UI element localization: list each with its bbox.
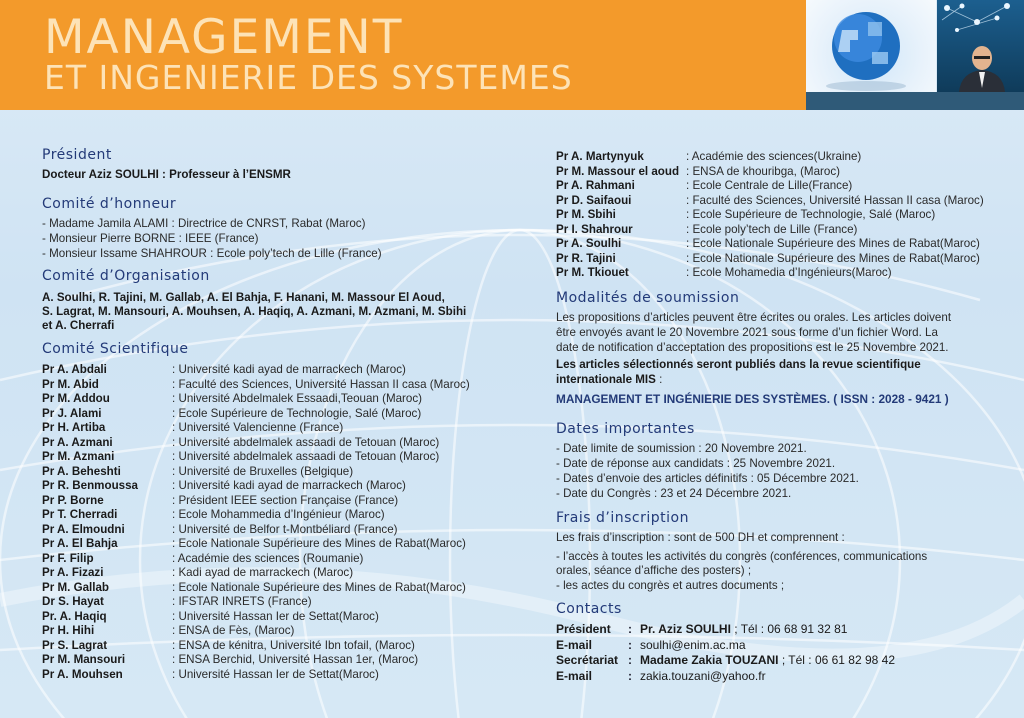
member-affiliation: : Faculté des Sciences, Université Hassan II casa (Maroc) xyxy=(686,193,984,207)
member-affiliation: : Académie des sciences (Roumanie) xyxy=(172,551,364,565)
member-name: Pr A. Fizazi xyxy=(42,566,104,579)
member-name: Pr S. Lagrat xyxy=(42,638,108,652)
member-affiliation: : Ecole Nationale Supérieure des Mines de Rabat(Maroc) xyxy=(172,580,466,594)
contact-name: Madame Zakia TOUZANI xyxy=(640,653,779,667)
member-affiliation: : Université de Belfor t-Montbéliard (France) xyxy=(172,522,398,536)
honneur-heading: Comité d’honneur xyxy=(42,196,177,212)
contact-detail[interactable]: zakia.touzani@yahoo.fr xyxy=(640,668,766,683)
frais-line: orales, séance d’affiche des posters) ; xyxy=(556,564,752,577)
member-name: Pr A. Azmani xyxy=(42,435,113,449)
member-name: Pr H. Artiba xyxy=(42,421,106,434)
contact-separator: : xyxy=(628,653,632,667)
member-affiliation: : Université Hassan Ier de Settat(Maroc) xyxy=(172,667,379,681)
date-item: - Dates d’envoie des articles définitifs : 05 Décembre 2021. xyxy=(556,472,859,485)
member-affiliation: : Université abdelmalek assaadi de Tetouan (Maroc) xyxy=(172,450,440,463)
member-name: Pr I. Shahrour xyxy=(556,222,633,236)
member-name: Pr A. El Bahja xyxy=(42,537,118,550)
contact-name: Pr. Aziz SOULHI xyxy=(640,622,731,636)
issn-line: MANAGEMENT ET INGÉNIERIE DES SYSTÈMES. ( ISSN : 2028 - 9421 ) xyxy=(556,392,949,406)
organisation-line: S. Lagrat, M. Mansouri, A. Mouhsen, A. Haqiq, A. Azmani, M. Azmani, M. Sbihi xyxy=(42,305,467,318)
member-affiliation: : IFSTAR INRETS (France) xyxy=(172,595,312,608)
title-line-1: MANAGEMENT xyxy=(44,10,404,65)
contact-value xyxy=(640,669,766,684)
date-item: - Date de réponse aux candidats : 25 Novembre 2021. xyxy=(556,457,836,470)
member-affiliation: : Université Valencienne (France) xyxy=(172,421,344,434)
contact-value xyxy=(640,638,746,653)
member-name: Pr F. Filip xyxy=(42,551,94,565)
frais-line: - les actes du congrès et autres documents ; xyxy=(556,579,785,592)
member-affiliation: : ENSA Berchid, Université Hassan 1er, (Maroc) xyxy=(172,653,419,666)
frais-line: Les frais d’inscription : sont de 500 DH et comprennent : xyxy=(556,531,845,544)
member-affiliation: : Ecole Nationale Supérieure des Mines de Rabat(Maroc) xyxy=(172,537,466,550)
member-affiliation: : Université kadi ayad de marrackech (Maroc) xyxy=(172,479,406,492)
businessman-image xyxy=(937,0,1024,92)
member-affiliation: : Université Abdelmalek Essaadi,Teouan (Maroc) xyxy=(172,392,423,405)
member-name: Pr A. Rahmani xyxy=(556,179,635,192)
dates-heading: Dates importantes xyxy=(556,421,695,437)
member-name: Pr A. Elmoudni xyxy=(42,522,125,536)
member-name: Pr A. Abdali xyxy=(42,363,107,376)
member-name: Dr S. Hayat xyxy=(42,595,104,608)
member-affiliation: : Ecole Supérieure de Technologie, Salé (Maroc) xyxy=(686,208,936,221)
member-affiliation: : ENSA de khouribga, (Maroc) xyxy=(686,164,841,178)
contact-label: Secrétariat xyxy=(556,653,619,667)
member-name: Pr A. Mouhsen xyxy=(42,667,123,681)
member-name: Pr M. Mansouri xyxy=(42,653,126,666)
honneur-item: - Monsieur Issame SHAHROUR : Ecole poly’tech de Lille (France) xyxy=(42,247,382,260)
president-text: Docteur Aziz SOULHI : Professeur à l’ENSMR xyxy=(42,168,291,181)
member-affiliation: : Président IEEE section Française (France) xyxy=(172,493,399,507)
soumission-bold-line: Les articles sélectionnés seront publiés dans la revue scientifique xyxy=(556,358,921,371)
member-name: Pr M. Azmani xyxy=(42,450,115,463)
president-heading: Président xyxy=(42,147,112,163)
member-name: Pr R. Benmoussa xyxy=(42,479,138,492)
member-name: Pr A. Martynyuk xyxy=(556,150,644,163)
member-name: Pr A. Soulhi xyxy=(556,237,622,250)
member-name: Pr M. Sbihi xyxy=(556,208,616,221)
globe-image xyxy=(806,0,936,92)
contact-value xyxy=(640,622,847,637)
frais-line: - l’accès à toutes les activités du congrès (conférences, communications xyxy=(556,550,928,563)
member-affiliation: : Ecole poly’tech de Lille (France) xyxy=(686,222,858,236)
member-name: Pr J. Alami xyxy=(42,406,102,420)
member-affiliation: : Ecole Nationale Supérieure des Mines de Rabat(Maroc) xyxy=(686,237,980,250)
contact-label: E-mail xyxy=(556,637,593,652)
member-name: Pr M. Gallab xyxy=(42,580,110,594)
member-name: Pr. A. Haqiq xyxy=(42,609,107,623)
honneur-item: - Monsieur Pierre BORNE : IEEE (France) xyxy=(42,232,259,245)
contact-detail: ; Tél : 06 61 82 98 42 xyxy=(778,653,896,667)
member-affiliation: : Académie des sciences(Ukraine) xyxy=(686,150,862,163)
member-name: Pr A. Beheshti xyxy=(42,464,121,478)
organisation-line: et A. Cherrafi xyxy=(42,319,115,332)
member-name: Pr M. Tkiouet xyxy=(556,266,629,279)
member-affiliation: : Ecole Centrale de Lille(France) xyxy=(686,179,853,192)
member-name: Pr M. Abid xyxy=(42,377,99,391)
member-affiliation: : Université abdelmalek assaadi de Tetouan (Maroc) xyxy=(172,435,440,449)
member-affiliation: : Kadi ayad de marrackech (Maroc) xyxy=(172,566,354,579)
member-affiliation: : Ecole Mohammedia d’Ingénieur (Maroc) xyxy=(172,508,385,521)
member-name: Pr M. Addou xyxy=(42,392,110,405)
title-line-2: ET INGENIERIE DES SYSTEMES xyxy=(44,58,573,97)
organisation-heading: Comité d’Organisation xyxy=(42,268,210,284)
contact-label: E-mail xyxy=(556,668,593,683)
contact-separator: : xyxy=(628,668,632,683)
contact-value xyxy=(640,653,895,668)
contact-label: Président xyxy=(556,622,611,636)
member-name: Pr R. Tajini xyxy=(556,251,616,265)
member-name: Pr H. Hihi xyxy=(42,624,95,637)
contacts-heading: Contacts xyxy=(556,601,622,617)
date-item: - Date du Congrès : 23 et 24 Décembre 2021. xyxy=(556,487,792,500)
scientifique-heading: Comité Scientifique xyxy=(42,341,189,357)
soumission-bold-line-2 xyxy=(556,372,662,387)
contact-detail: ; Tél : 06 68 91 32 81 xyxy=(730,622,848,636)
member-name: Pr M. Massour el aoud xyxy=(556,164,680,178)
date-item: - Date limite de soumission : 20 Novembre 2021. xyxy=(556,442,807,455)
soumission-line: date de notification d’acceptation des propositions est le 25 Novembre 2021. xyxy=(556,341,949,354)
organisation-line: A. Soulhi, R. Tajini, M. Gallab, A. El Bahja, F. Hanani, M. Massour El Aoud, xyxy=(42,291,445,304)
contact-separator: : xyxy=(628,637,632,652)
member-affiliation: : Faculté des Sciences, Université Hassan II casa (Maroc) xyxy=(172,377,470,391)
journal-name: internationale MIS xyxy=(556,373,656,386)
member-affiliation: : Université kadi ayad de marrackech (Maroc) xyxy=(172,363,406,376)
member-affiliation: : ENSA de Fès, (Maroc) xyxy=(172,624,295,637)
member-affiliation: : ENSA de kénitra, Université Ibn tofail, (Maroc) xyxy=(172,638,415,652)
colon-suffix: : xyxy=(655,373,663,386)
member-name: Pr T. Cherradi xyxy=(42,508,118,521)
member-affiliation: : Université de Bruxelles (Belgique) xyxy=(172,464,354,478)
honneur-item: - Madame Jamila ALAMI : Directrice de CNRST, Rabat (Maroc) xyxy=(42,217,366,230)
member-name: Pr D. Saifaoui xyxy=(556,193,632,207)
member-name: Pr P. Borne xyxy=(42,493,104,507)
contact-detail[interactable]: soulhi@enim.ac.ma xyxy=(640,637,746,652)
header-blue-bar xyxy=(806,92,1024,110)
header-banner xyxy=(0,0,806,110)
member-affiliation: : Université Hassan Ier de Settat(Maroc) xyxy=(172,609,379,623)
frais-heading: Frais d’inscription xyxy=(556,510,689,526)
member-affiliation: : Ecole Mohamedia d’Ingénieurs(Maroc) xyxy=(686,266,892,279)
member-affiliation: : Ecole Nationale Supérieure des Mines de Rabat(Maroc) xyxy=(686,251,980,265)
soumission-heading: Modalités de soumission xyxy=(556,290,740,306)
soumission-line: être envoyés avant le 20 Novembre 2021 sous forme d’un fichier Word. La xyxy=(556,326,938,339)
contact-separator: : xyxy=(628,622,632,636)
soumission-line: Les propositions d’articles peuvent être écrites ou orales. Les articles doivent xyxy=(556,311,952,324)
member-affiliation: : Ecole Supérieure de Technologie, Salé (Maroc) xyxy=(172,406,422,420)
